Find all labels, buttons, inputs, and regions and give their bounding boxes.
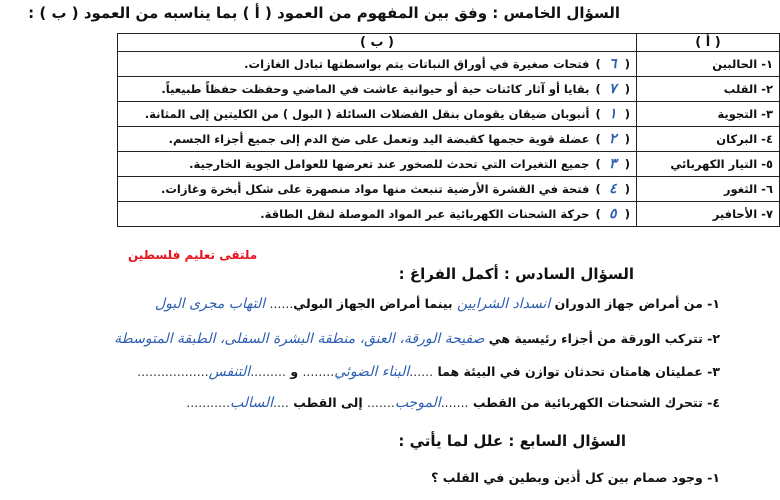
concept-cell: ٣- التجوية [637,102,780,127]
handwritten-answer: ٢ [608,131,617,147]
fill-3-answer-1: البناء الضوئي [334,364,410,380]
fill-4-prompt: ٤- تتحرك الشحنات الكهربائية من القطب [472,395,720,410]
handwritten-answer: ١ [608,106,617,122]
watermark-text: ملتقى تعليم فلسطين [128,248,258,262]
handwritten-answer: ٧ [608,81,617,97]
fill-3-answer-2: التنفس [208,364,251,380]
matching-row [118,177,780,202]
definition-cell [118,177,637,202]
fill-2-answer: صفيحة الورقة، العنق، منطقة البشرة السفلى، الطبقة المتوسطة [114,331,485,347]
answer-slot: ( ٦ ) [595,56,630,72]
handwritten-answer: ٥ [608,206,617,222]
matching-row [118,102,780,127]
definition-cell [118,127,637,152]
question-6-title: السؤال السادس : أكمل الفراغ : [398,265,634,283]
concept-cell: ٦- الثغور [637,177,780,202]
matching-row [118,127,780,152]
definition-text: بقايا أو آثار كائنات حية أو حيوانية عاشت في الماضي وحفظت حفظاً طبيعياً. [161,82,590,96]
fill-1-answer-1: انسداد الشرايين [456,296,551,312]
handwritten-answer: ٤ [608,181,617,197]
answer-slot: ( ٧ ) [595,81,630,97]
fill-1-answer-2: التهاب مجرى البول [154,296,266,312]
matching-table [117,33,780,227]
column-a-header: ( أ ) [637,34,780,52]
handwritten-answer: ٣ [608,156,617,172]
fill-1-middle: بينما أمراض الجهاز البولي [293,296,453,311]
matching-row [118,202,780,227]
concept-cell: ٥- التيار الكهربائي [637,152,780,177]
definition-text: جميع التغيرات التي تحدث للصخور عند تعرضها للعوامل الجوية الخارجية. [189,157,590,171]
answer-slot: ( ٣ ) [595,156,630,172]
answer-slot: ( ٤ ) [595,181,630,197]
fill-4-answer-1: الموجب [394,395,441,411]
definition-text: فتحات صغيرة في أوراق النباتات يتم بواسطتها تبادل الغازات. [244,57,590,71]
definition-text: عضلة قوية حجمها كقبضة اليد وتعمل على ضخ الدم إلى جميع أجزاء الجسم. [168,132,590,146]
definition-cell [118,152,637,177]
matching-row [118,52,780,77]
concept-cell: ٤- البركان [637,127,780,152]
question-5-title: السؤال الخامس : وفق بين المفهوم من العمود ( أ ) بما يناسبه من العمود ( ب ) : [28,4,620,22]
answer-slot: ( ٥ ) [595,206,630,222]
concept-cell: ٢- القلب [637,77,780,102]
concept-cell: ١- الحالبين [637,52,780,77]
definition-text: أنبوبان ضيقان يقومان بنقل الفضلات السائلة ( البول ) من الكليتين إلى المثانة. [144,107,590,121]
handwritten-answer: ٦ [608,56,617,72]
question-7-title: السؤال السابع : علل لما يأتي : [398,432,626,450]
fill-3-and: و [290,364,299,379]
fill-1-prompt: ١- من أمراض جهاز الدوران [554,296,720,311]
fill-2-prompt: ٢- تتركب الورقة من أجزاء رئيسية هي [488,331,720,346]
matching-row [118,77,780,102]
fill-item-3: ٣- عمليتان هامتان تحدثان توازن في البيئة هما ......البناء الضوئي........ و .........التنفس.................. [137,364,720,380]
definition-text: فتحة في القشرة الأرضية تنبعث منها مواد منصهرة على شكل أبخرة وغازات. [160,182,590,196]
definition-cell [118,77,637,102]
fill-4-middle: إلى القطب [293,395,363,410]
definition-cell [118,52,637,77]
question-7-item-1: ١- وجود صمام بين كل أذين وبطين في القلب ؟ [431,470,720,485]
concept-cell: ٧- الأحافير [637,202,780,227]
definition-cell [118,102,637,127]
fill-4-answer-2: السالب [230,395,273,411]
fill-3-prompt: ٣- عمليتان هامتان تحدثان توازن في البيئة هما [437,364,720,379]
fill-item-2 [114,331,720,347]
matching-row [118,152,780,177]
fill-item-4: ٤- تتحرك الشحنات الكهربائية من القطب .......الموجب....... إلى القطب ....السالب........... [186,395,720,411]
answer-slot: ( ١ ) [595,106,630,122]
answer-slot: ( ٢ ) [595,131,630,147]
fill-item-1: ١- من أمراض جهاز الدوران انسداد الشرايين بينما أمراض الجهاز البولي...... التهاب مجرى البول [154,296,720,312]
column-b-header: ( ب ) [118,34,637,52]
definition-cell [118,202,637,227]
definition-text: حركة الشحنات الكهربائية عبر المواد الموصلة لنقل الطاقة. [260,207,590,221]
